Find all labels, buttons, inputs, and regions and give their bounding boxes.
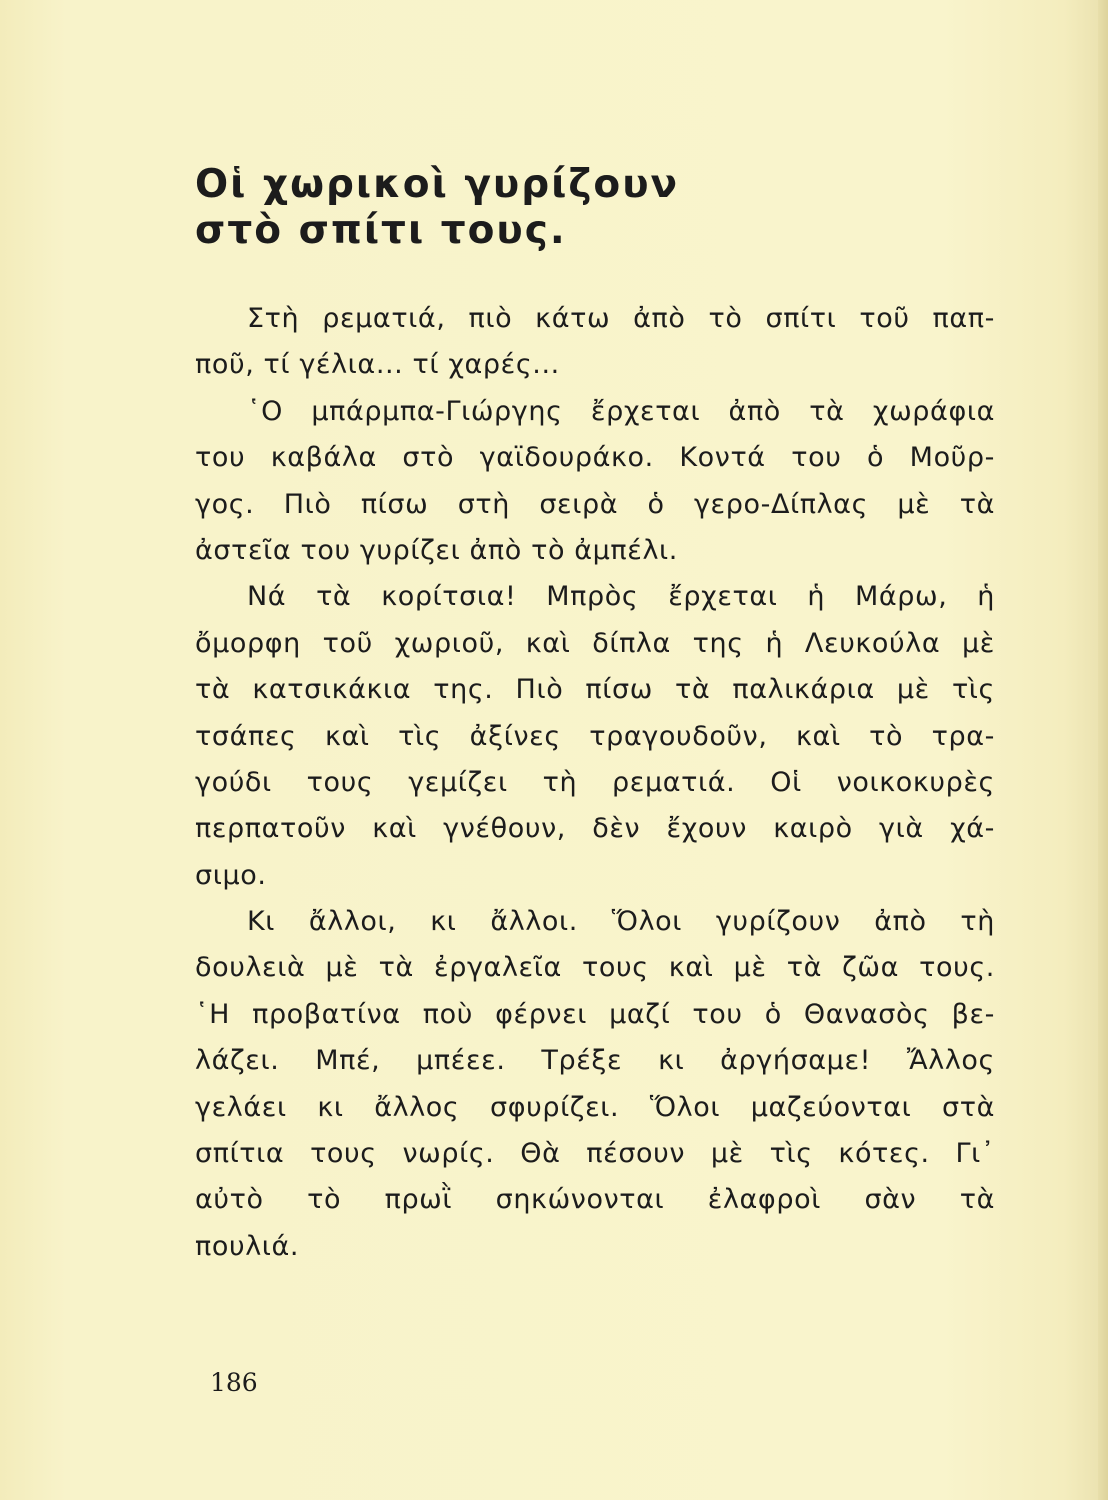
heading-line-2: στὸ σπίτι τους.: [195, 208, 567, 254]
text-line: λάζει. Μπέ, μπέεε. Τρέξε κι ἀργήσαμε! Ἄλλος: [195, 1045, 995, 1077]
text-line: ῾Η προβατίνα ποὺ φέρνει μαζί του ὁ Θανασὸς βε-: [195, 998, 995, 1030]
text-line: τσάπες καὶ τὶς ἀξίνες τραγουδοῦν, καὶ τὸ τρα-: [195, 720, 995, 752]
heading-line-1: Οἱ χωρικοὶ γυρίζουν: [195, 162, 680, 207]
text-line: ῾Ο μπάρμπα-Γιώργης ἔρχεται ἀπὸ τὰ χωράφια: [247, 395, 995, 427]
chapter-heading: [195, 150, 895, 254]
text-line: ἀστεῖα του γυρίζει ἀπὸ τὸ ἀμπέλι.: [195, 534, 678, 566]
text-line: αὐτὸ τὸ πρωῒ σηκώνονται ἐλαφροὶ σὰν τὰ: [195, 1184, 995, 1216]
page-number: 186: [210, 1368, 258, 1397]
text-line: γελάει κι ἄλλος σφυρίζει. Ὅλοι μαζεύονται στὰ: [195, 1091, 995, 1123]
text-line: τὰ κατσικάκια της. Πιὸ πίσω τὰ παλικάρια μὲ τὶς: [195, 674, 995, 706]
text-line: του καβάλα στὸ γαϊδουράκο. Κοντά του ὁ Μοῦρ-: [195, 442, 995, 474]
text-line: Στὴ ρεματιά, πιὸ κάτω ἀπὸ τὸ σπίτι τοῦ παπ-: [247, 303, 995, 334]
text-line: Κι ἄλλοι, κι ἄλλοι. Ὅλοι γυρίζουν ἀπὸ τὴ: [247, 906, 995, 938]
text-line: σιμο.: [195, 859, 267, 891]
body-text: [195, 296, 995, 1270]
text-line: Νά τὰ κορίτσια! Μπρὸς ἔρχεται ἡ Μάρω, ἡ: [247, 581, 995, 613]
text-line: γούδι τους γεμίζει τὴ ρεματιά. Οἱ νοικοκυρὲς: [195, 766, 995, 798]
text-line: περπατοῦν καὶ γνέθουν, δὲν ἔχουν καιρὸ γιὰ χά-: [195, 813, 995, 845]
text-line: ὄμορφη τοῦ χωριοῦ, καὶ δίπλα της ἡ Λευκούλα μὲ: [195, 627, 995, 659]
page-edge-shadow: [1098, 0, 1108, 1500]
text-line: σπίτια τους νωρίς. Θὰ πέσουν μὲ τὶς κότες. Γι᾿: [195, 1138, 995, 1170]
text-line: γος. Πιὸ πίσω στὴ σειρὰ ὁ γερο-Δίπλας μὲ τὰ: [195, 488, 995, 520]
text-line: πουλιά.: [195, 1230, 300, 1262]
text-line: δουλειὰ μὲ τὰ ἐργαλεῖα τους καὶ μὲ τὰ ζῶα τους.: [195, 952, 995, 984]
text-line: ποῦ, τί γέλια... τί χαρές...: [195, 349, 560, 381]
